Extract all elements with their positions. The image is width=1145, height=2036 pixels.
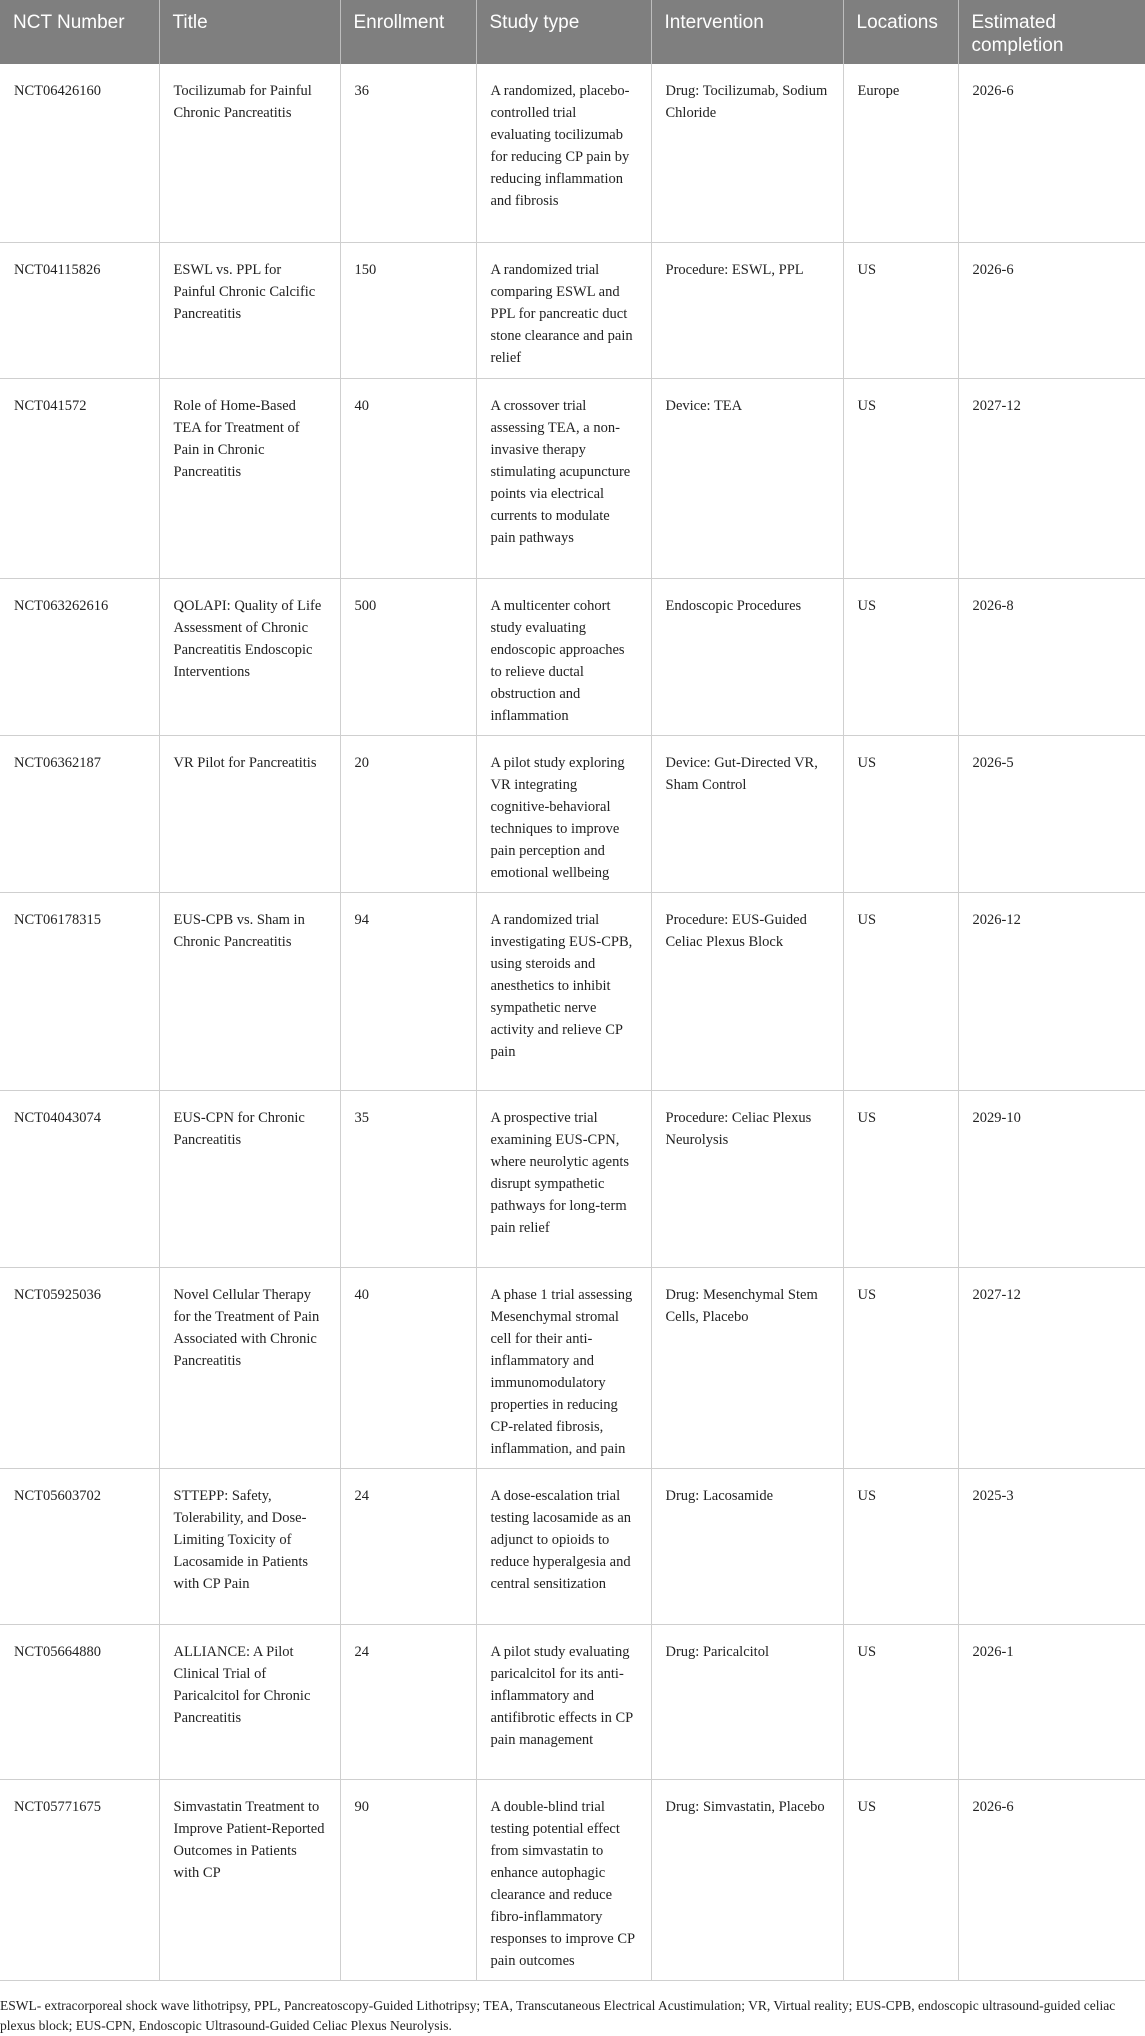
cell-nct-number: NCT05603702 [0, 1468, 159, 1624]
cell-intervention: Procedure: Celiac Plexus Neurolysis [651, 1090, 843, 1267]
cell-nct-number: NCT041572 [0, 378, 159, 578]
cell-study-type: A prospective trial examining EUS-CPN, where neurolytic agents disrupt sympathetic pathways for long-term pain relief [476, 1090, 651, 1267]
cell-enrollment: 40 [340, 1267, 476, 1468]
header-row [0, 0, 1145, 64]
cell-intervention: Drug: Tocilizumab, Sodium Chloride [651, 64, 843, 242]
cell-enrollment: 24 [340, 1468, 476, 1624]
cell-intervention: Device: TEA [651, 378, 843, 578]
cell-study-type: A pilot study exploring VR integrating cognitive-behavioral techniques to improve pain perception and emotional wellbeing [476, 735, 651, 892]
table-row [0, 578, 1145, 735]
cell-estimated-completion: 2029-10 [958, 1090, 1145, 1267]
header-nct-number: NCT Number [0, 0, 159, 64]
cell-study-type: A phase 1 trial assessing Mesenchymal stromal cell for their anti-inflammatory and immunomodulatory properties in reducing CP-related fibrosis, inflammation, and pain [476, 1267, 651, 1468]
cell-nct-number: NCT063262616 [0, 578, 159, 735]
table-row [0, 1779, 1145, 1980]
cell-estimated-completion: 2026-6 [958, 242, 1145, 378]
cell-locations: US [843, 242, 958, 378]
cell-nct-number: NCT05771675 [0, 1779, 159, 1980]
cell-estimated-completion: 2027-12 [958, 378, 1145, 578]
cell-nct-number: NCT05925036 [0, 1267, 159, 1468]
table-row [0, 64, 1145, 242]
cell-title: ESWL vs. PPL for Painful Chronic Calcific Pancreatitis [159, 242, 340, 378]
cell-locations: US [843, 735, 958, 892]
cell-title: EUS-CPB vs. Sham in Chronic Pancreatitis [159, 892, 340, 1090]
cell-estimated-completion: 2026-1 [958, 1624, 1145, 1779]
cell-study-type: A multicenter cohort study evaluating endoscopic approaches to relieve ductal obstruction and inflammation [476, 578, 651, 735]
cell-intervention: Drug: Paricalcitol [651, 1624, 843, 1779]
cell-enrollment: 150 [340, 242, 476, 378]
header-enrollment: Enrollment [340, 0, 476, 64]
table-row [0, 1624, 1145, 1779]
cell-locations: US [843, 1090, 958, 1267]
header-intervention: Intervention [651, 0, 843, 64]
cell-enrollment: 94 [340, 892, 476, 1090]
cell-nct-number: NCT05664880 [0, 1624, 159, 1779]
cell-title: Role of Home-Based TEA for Treatment of Pain in Chronic Pancreatitis [159, 378, 340, 578]
cell-locations: Europe [843, 64, 958, 242]
cell-intervention: Procedure: ESWL, PPL [651, 242, 843, 378]
cell-intervention: Endoscopic Procedures [651, 578, 843, 735]
cell-enrollment: 35 [340, 1090, 476, 1267]
cell-title: STTEPP: Safety, Tolerability, and Dose-Limiting Toxicity of Lacosamide in Patients with CP Pain [159, 1468, 340, 1624]
cell-title: ALLIANCE: A Pilot Clinical Trial of Paricalcitol for Chronic Pancreatitis [159, 1624, 340, 1779]
cell-intervention: Drug: Lacosamide [651, 1468, 843, 1624]
header-estimated-completion: Estimated completion [958, 0, 1145, 64]
table-row [0, 735, 1145, 892]
cell-intervention: Drug: Simvastatin, Placebo [651, 1779, 843, 1980]
cell-study-type: A double-blind trial testing potential effect from simvastatin to enhance autophagic clearance and reduce fibro-inflammatory responses to improve CP pain outcomes [476, 1779, 651, 1980]
table-row [0, 1468, 1145, 1624]
cell-nct-number: NCT06178315 [0, 892, 159, 1090]
cell-title: Novel Cellular Therapy for the Treatment of Pain Associated with Chronic Pancreatitis [159, 1267, 340, 1468]
cell-enrollment: 20 [340, 735, 476, 892]
cell-locations: US [843, 892, 958, 1090]
cell-locations: US [843, 378, 958, 578]
cell-estimated-completion: 2026-6 [958, 1779, 1145, 1980]
cell-estimated-completion: 2026-12 [958, 892, 1145, 1090]
cell-estimated-completion: 2026-6 [958, 64, 1145, 242]
cell-locations: US [843, 1624, 958, 1779]
cell-enrollment: 500 [340, 578, 476, 735]
cell-nct-number: NCT06362187 [0, 735, 159, 892]
cell-study-type: A pilot study evaluating paricalcitol for its anti-inflammatory and antifibrotic effects in CP pain management [476, 1624, 651, 1779]
cell-study-type: A dose-escalation trial testing lacosamide as an adjunct to opioids to reduce hyperalgesia and central sensitization [476, 1468, 651, 1624]
table-row [0, 892, 1145, 1090]
cell-nct-number: NCT04043074 [0, 1090, 159, 1267]
table-footnote: ESWL- extracorporeal shock wave lithotripsy, PPL, Pancreatoscopy-Guided Lithotripsy; TEA, Transcutaneous Electrical Acustimulation; VR, Virtual reality; EUS-CPB, endoscopic ultrasound-guided celiac plexus block; EUS-CPN, Endoscopic Ultrasound-Guided Celiac Plexus Neurolysis. [0, 1997, 1116, 2033]
cell-enrollment: 24 [340, 1624, 476, 1779]
cell-title: Simvastatin Treatment to Improve Patient-Reported Outcomes in Patients with CP [159, 1779, 340, 1980]
cell-intervention: Device: Gut-Directed VR, Sham Control [651, 735, 843, 892]
cell-nct-number: NCT04115826 [0, 242, 159, 378]
cell-enrollment: 40 [340, 378, 476, 578]
cell-study-type: A randomized trial comparing ESWL and PPL for pancreatic duct stone clearance and pain relief [476, 242, 651, 378]
cell-locations: US [843, 1267, 958, 1468]
header-title: Title [159, 0, 340, 64]
cell-nct-number: NCT06426160 [0, 64, 159, 242]
cell-title: EUS-CPN for Chronic Pancreatitis [159, 1090, 340, 1267]
cell-estimated-completion: 2025-3 [958, 1468, 1145, 1624]
table-row [0, 378, 1145, 578]
table-body [0, 64, 1145, 1980]
cell-study-type: A crossover trial assessing TEA, a non-invasive therapy stimulating acupuncture points via electrical currents to modulate pain pathways [476, 378, 651, 578]
cell-enrollment: 90 [340, 1779, 476, 1980]
cell-study-type: A randomized, placebo-controlled trial evaluating tocilizumab for reducing CP pain by reducing inflammation and fibrosis [476, 64, 651, 242]
table-header [0, 0, 1145, 64]
cell-title: VR Pilot for Pancreatitis [159, 735, 340, 892]
cell-title: Tocilizumab for Painful Chronic Pancreatitis [159, 64, 340, 242]
cell-locations: US [843, 578, 958, 735]
header-locations: Locations [843, 0, 958, 64]
cell-locations: US [843, 1779, 958, 1980]
cell-enrollment: 36 [340, 64, 476, 242]
header-study-type: Study type [476, 0, 651, 64]
cell-estimated-completion: 2026-8 [958, 578, 1145, 735]
cell-estimated-completion: 2026-5 [958, 735, 1145, 892]
cell-study-type: A randomized trial investigating EUS-CPB, using steroids and anesthetics to inhibit sympathetic nerve activity and relieve CP pain [476, 892, 651, 1090]
cell-intervention: Procedure: EUS-Guided Celiac Plexus Block [651, 892, 843, 1090]
table-row [0, 1267, 1145, 1468]
cell-title: QOLAPI: Quality of Life Assessment of Chronic Pancreatitis Endoscopic Interventions [159, 578, 340, 735]
cell-locations: US [843, 1468, 958, 1624]
cell-intervention: Drug: Mesenchymal Stem Cells, Placebo [651, 1267, 843, 1468]
cell-estimated-completion: 2027-12 [958, 1267, 1145, 1468]
table-row [0, 1090, 1145, 1267]
table-row [0, 242, 1145, 378]
